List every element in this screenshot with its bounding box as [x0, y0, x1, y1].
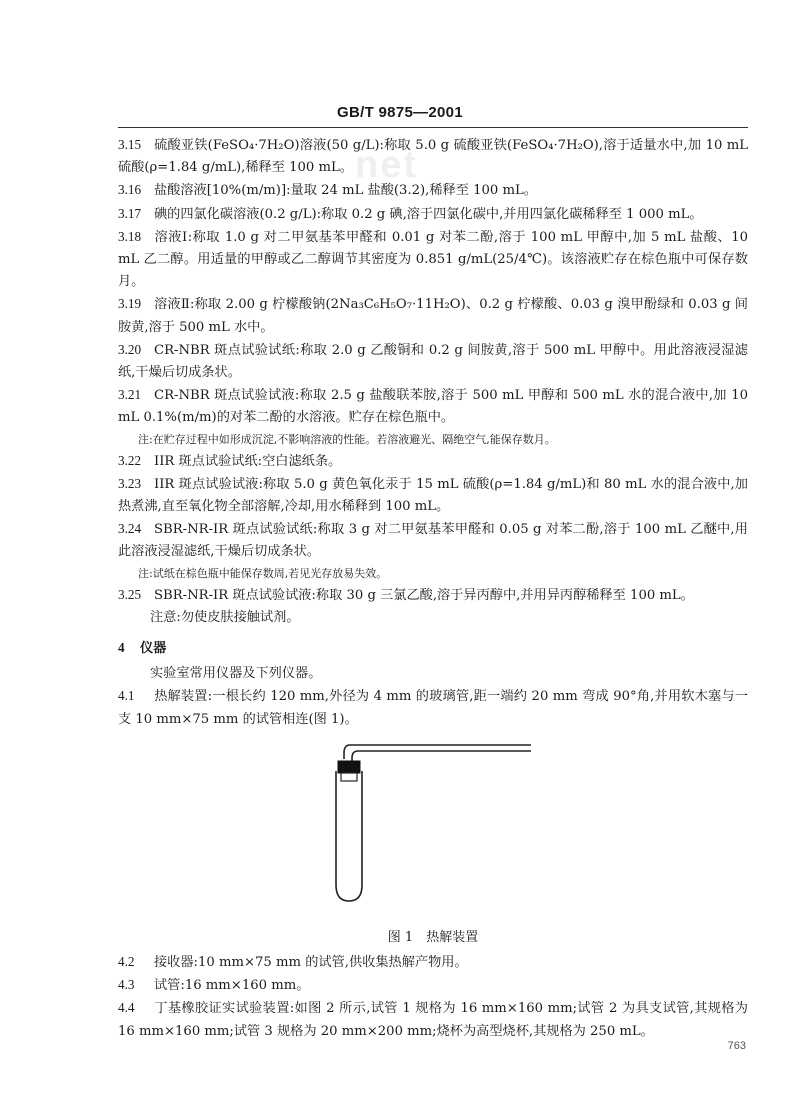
document-body — [118, 134, 748, 1043]
clause-3-24: 3.24 SBR-NR-IR 斑点试验试纸:称取 3 g 对二甲氨基苯甲醛和 0.05 g 对苯二酚,溶于 100 mL 乙醚中,用此溶液浸湿滤纸,干燥后切成条状。 — [118, 521, 748, 560]
clause-3-20: 3.20 CR-NBR 斑点试验试纸:称取 2.0 g 乙酸铜和 0.2 g 间胺黄,溶于 500 mL 甲醇中。用此溶液浸湿滤纸,干燥后切成条状。 — [118, 341, 748, 381]
header-rule — [118, 127, 748, 128]
standard-code-header: GB/T 9875—2001 — [337, 104, 463, 121]
clause-3-16: 3.16 盐酸溶液[10%(m/m)]:量取 24 mL 盐酸(3.2),稀释至 100 mL。 — [118, 182, 537, 199]
caution-note: 注意:勿使皮肤接触试剂。 — [150, 609, 300, 625]
clause-3-22: 3.22 IIR 斑点试验试纸:空白滤纸条。 — [118, 452, 342, 469]
clause-4-1: 4.1 热解装置:一根长约 120 mm,外径为 4 mm 的玻璃管,距一端约 20 mm 弯成 90°角,并用软木塞与一支 10 mm×75 mm 的试管相连(图 1)。 — [118, 688, 748, 727]
clause-3-19: 3.19 溶液Ⅱ:称取 2.00 g 柠檬酸钠(2Na₃C₆H₅O₇·11H₂O)、0.2 g 柠檬酸、0.03 g 溴甲酚绿和 0.03 g 间胺黄,溶于 500 mL 水中。 — [118, 296, 748, 335]
page-number: 763 — [727, 1040, 746, 1052]
figure-1-pyrolysis-apparatus — [118, 731, 748, 921]
pyrolysis-apparatus-drawing — [118, 731, 748, 921]
clause-4-2: 4.2 接收器:10 mm×75 mm 的试管,供收集热解产物用。 — [118, 954, 468, 971]
clause-3-23: 3.23 IIR 斑点试验试液:称取 5.0 g 黄色氧化汞于 15 mL 硫酸(ρ=1.84 g/mL)和 80 mL 水的混合液中,加热煮沸,直至氧化物全部溶解,冷却,用水稀释到 100 mL。 — [118, 475, 748, 515]
clause-4-4: 4.4 丁基橡胶证实试验装置:如图 2 所示,试管 1 规格为 16 mm×160 mm;试管 2 为具支试管,其规格为 16 mm×160 mm;试管 3 规格为 20 mm×200 mm;烧杯为高型烧杯,其规格为 250 mL。 — [118, 1000, 748, 1039]
note-storage: 注:在贮存过程中如形成沉淀,不影响溶液的性能。若溶液避光、隔绝空气,能保存数月。 — [138, 432, 556, 446]
figure-1-caption: 图 1 热解装置 — [387, 929, 479, 945]
clause-3-18: 3.18 溶液Ⅰ:称取 1.0 g 对二甲氨基苯甲醛和 0.01 g 对苯二酚,溶于 100 mL 甲醇中,加 5 mL 盐酸、10 mL 乙二醇。用适量的甲醇或乙二醇调节其密度为 0.851 g/mL(25/4℃)。该溶液贮存在棕色瓶中可保存数月。 — [118, 228, 748, 290]
section-4-heading: 4 仪器 — [118, 640, 167, 656]
section-4-intro: 实验室常用仪器及下列仪器。 — [150, 666, 322, 682]
clause-4-3: 4.3 试管:16 mm×160 mm。 — [118, 977, 310, 994]
clause-3-15: 3.15 硫酸亚铁(FeSO₄·7H₂O)溶液(50 g/L):称取 5.0 g 硫酸亚铁(FeSO₄·7H₂O),溶于适量水中,加 10 mL 硫酸(ρ=1.84 g/mL),稀释至 100 mL。 — [118, 137, 748, 176]
clause-3-17: 3.17 碘的四氯化碳溶液(0.2 g/L):称取 0.2 g 碘,溶于四氯化碳中,并用四氯化碳稀释至 1 000 mL。 — [118, 205, 703, 222]
clause-3-25: 3.25 SBR-NR-IR 斑点试验试液:称取 30 g 三氯乙酸,溶于异丙醇中,并用异丙醇稀释至 100 mL。 — [118, 586, 694, 603]
watermark: net — [355, 144, 418, 186]
clause-3-21: 3.21 CR-NBR 斑点试验试液:称取 2.5 g 盐酸联苯胺,溶于 500 mL 甲醇和 500 mL 水的混合液中,加 10 mL 0.1%(m/m)的对苯二酚的水溶液。贮存在棕色瓶中。 — [118, 387, 748, 426]
note-test-paper: 注:试纸在棕色瓶中能保存数周,若见光存放易失效。 — [138, 566, 388, 580]
